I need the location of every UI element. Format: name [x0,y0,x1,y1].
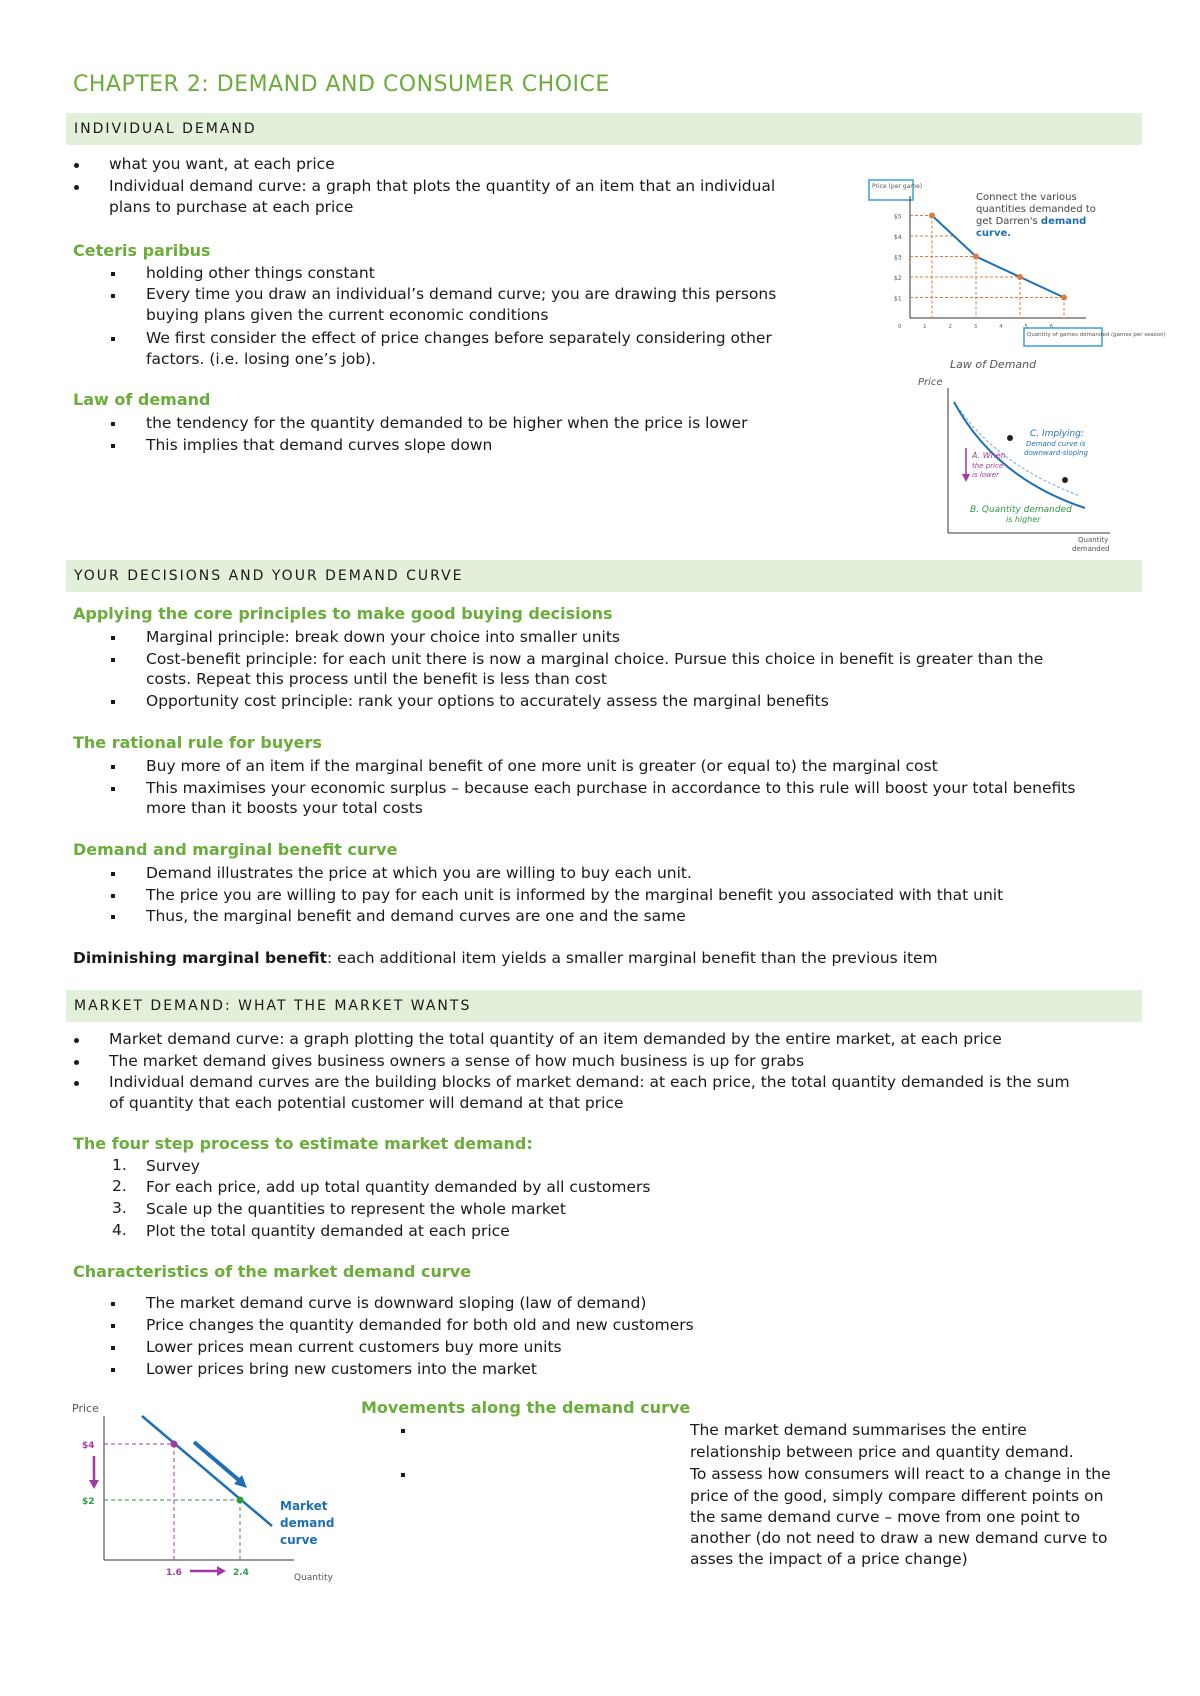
chart-ylabel: Price [918,377,943,388]
list-item-continued: of quantity that each potential customer will demand at that price [109,1094,624,1112]
bullet-square [111,658,115,662]
bullet-dot [74,185,79,190]
step-item: For each price, add up total quantity demanded by all customers [146,1178,651,1196]
tick-label-high-quantity: 2.4 [233,1568,249,1578]
list-item: Lower prices mean current customers buy more units [146,1338,562,1356]
bullet-dot [74,1081,79,1086]
list-item: Individual demand curve: a graph that plots the quantity of an item that an individual [109,177,776,195]
chart-title: Law of Demand [950,358,1037,371]
point-high-price [1007,435,1013,441]
list-item: The market demand summarises the entire [690,1421,1027,1439]
down-arrow-head [962,474,970,482]
tick-label-high-price: $4 [82,1441,95,1451]
annotation-b-sub: is higher [1006,515,1041,524]
list-item-continued: price of the good, simply compare different points on [690,1487,1104,1505]
bullet-square [401,1429,405,1433]
chart-xlabel: Quantity [294,1573,333,1583]
list-item: The market demand curve is downward sloping (law of demand) [146,1294,647,1312]
bullet-square [111,444,115,448]
individual-demand-chart [866,178,1166,358]
list-item: The market demand gives business owners a sense of how much business is up for grabs [109,1052,805,1070]
x-tick-label: 1 [923,324,927,330]
step-item: Plot the total quantity demanded at each price [146,1222,510,1240]
annotation-c: C. Implying: [1030,429,1084,439]
list-item-continued: plans to purchase at each price [109,198,354,216]
tick-label-low-quantity: 1.6 [166,1568,182,1578]
bullet-square [111,1346,115,1350]
list-item-continued: factors. (i.e. losing one’s job). [146,350,377,368]
step-number: 3. [112,1199,127,1217]
demand-point [1017,274,1023,280]
step-number: 4. [112,1221,127,1239]
y-tick-label: $3 [894,254,902,262]
movement-arrow [194,1442,241,1482]
list-item: Thus, the marginal benefit and demand curves are one and the same [146,907,686,925]
annotation-b: B. Quantity demanded [970,505,1072,515]
list-item-continued: costs. Repeat this process until the benefit is less than cost [146,670,607,688]
chart-ylabel: Price (per game) [872,183,923,190]
bullet-square [111,894,115,898]
x-tick-label: 5 [1024,324,1028,330]
market-demand-chart [66,1398,356,1584]
list-item: the tendency for the quantity demanded to be higher when the price is lower [146,414,748,432]
list-item: We first consider the effect of price changes before separately considering other [146,329,772,347]
bullet-square [111,915,115,919]
step-item: Survey [146,1157,200,1175]
page-title: CHAPTER 2: DEMAND AND CONSUMER CHOICE [73,72,610,97]
x-tick-label: 3 [973,324,978,330]
bullet-square [111,636,115,640]
chart-xlabel: Quantity of games demanded (games per season) [1027,332,1166,338]
annotation-a-sub: is lower [972,471,999,479]
bullet-square [111,700,115,704]
law-of-demand-chart [900,358,1120,558]
list-item: Buy more of an item if the marginal benefit of one more unit is greater (or equal to) the marginal cost [146,757,938,775]
bullet-square [111,337,115,341]
chart-note-line: get Darren's demand [976,216,1087,227]
subheading-marginal-benefit: Demand and marginal benefit curve [73,840,398,859]
list-item-continued: the same demand curve – move from one point to [690,1508,1081,1526]
section-heading: YOUR DECISIONS AND YOUR DEMAND CURVE [74,568,464,584]
bullet-square [401,1473,405,1477]
quantity-right-arrow-head [217,1566,226,1576]
subheading-law-of-demand: Law of demand [73,390,211,409]
list-item: Demand illustrates the price at which you are willing to buy each unit. [146,864,692,882]
x-tick-label: 4 [999,324,1003,330]
bullet-square [111,872,115,876]
chart-note-line: quantities demanded to [976,204,1096,215]
annotation-a-sub: the price [972,462,1004,470]
bullet-square [111,765,115,769]
subheading-rational-rule: The rational rule for buyers [73,733,322,752]
list-item: what you want, at each price [109,155,335,173]
subheading-core-principles: Applying the core principles to make good buying decisions [73,604,613,623]
chart-note-line: Connect the various [976,192,1077,203]
list-item: This maximises your economic surplus – because each purchase in accordance to this rule will boost your total benefits [146,779,1076,797]
y-tick-label: $5 [894,213,902,221]
subheading-four-step-process: The four step process to estimate market demand: [73,1134,533,1153]
bullet-dot [74,1038,79,1043]
bullet-square [111,1368,115,1372]
list-item-continued: buying plans given the current economic conditions [146,306,549,324]
annotation-c-sub: downward-sloping [1024,449,1088,457]
section-heading: MARKET DEMAND: WHAT THE MARKET WANTS [74,998,472,1014]
curve-label: curve [280,1533,318,1547]
point-high-price [171,1441,178,1448]
list-item: This implies that demand curves slope down [146,436,493,454]
y-tick-label: $1 [894,295,902,303]
list-item: Individual demand curves are the building blocks of market demand: at each price, the total quantity demanded is the sum [109,1073,1070,1091]
curve-label: Market [280,1499,328,1513]
x-tick-label: 0 [898,324,902,330]
list-item: Price changes the quantity demanded for both old and new customers [146,1316,694,1334]
point-low-price [1062,477,1068,483]
annotation-c-sub: Demand curve is [1026,440,1086,448]
bullet-square [111,294,115,298]
curve-label: demand [280,1516,335,1530]
market-demand-curve [142,1416,272,1526]
list-item-continued: relationship between price and quantity demand. [690,1443,1074,1461]
annotation-a: A. When [972,451,1006,460]
section-band-market-demand [66,990,1142,1022]
list-item: Lower prices bring new customers into the market [146,1360,537,1378]
list-item: holding other things constant [146,264,375,282]
list-item: Every time you draw an individual’s demand curve; you are drawing this persons [146,285,777,303]
x-tick-label: 6 [1049,324,1053,330]
step-number: 2. [112,1177,127,1195]
list-item: Market demand curve: a graph plotting the total quantity of an item demanded by the entire market, at each price [109,1030,1002,1048]
chart-xlabel: Quantity [1078,536,1109,544]
chart-xlabel: demanded [1072,545,1110,553]
list-item-continued: more than it boosts your total costs [146,799,423,817]
definition-diminishing-marginal-benefit: Diminishing marginal benefit: each additional item yields a smaller marginal benefit than the previous item [73,949,938,967]
price-down-arrow-head [89,1480,99,1489]
section-heading: INDIVIDUAL DEMAND [74,121,257,137]
bullet-square [111,422,115,426]
list-item: To assess how consumers will react to a change in the [690,1465,1111,1483]
bullet-square [111,1302,115,1306]
list-item: The price you are willing to pay for each unit is informed by the marginal benefit you associated with that unit [146,886,1004,904]
x-tick-label: 2 [948,324,952,330]
chart-note-line: curve. [976,228,1012,239]
list-item: Cost-benefit principle: for each unit there is now a marginal choice. Pursue this choice in benefit is greater than the [146,650,1044,668]
point-low-price [237,1497,244,1504]
section-band-your-decisions [66,560,1142,592]
step-number: 1. [112,1156,127,1174]
bullet-square [111,787,115,791]
chart-ylabel: Price [72,1402,99,1415]
section-band-individual-demand [66,113,1142,145]
y-tick-label: $4 [894,234,902,241]
list-item: Opportunity cost principle: rank your options to accurately assess the marginal benefits [146,692,829,710]
step-item: Scale up the quantities to represent the whole market [146,1200,566,1218]
demand-point [1061,295,1067,301]
demand-point [973,254,979,260]
list-item: Marginal principle: break down your choice into smaller units [146,628,620,646]
demand-point [929,213,935,219]
subheading-movements: Movements along the demand curve [361,1398,691,1417]
list-item-continued: another (do not need to draw a new demand curve to [690,1529,1108,1547]
bullet-dot [74,163,79,168]
bullet-dot [74,1060,79,1065]
bullet-square [111,272,115,276]
bullet-square [111,1324,115,1328]
subheading-characteristics: Characteristics of the market demand curve [73,1262,472,1281]
tick-label-low-price: $2 [82,1497,95,1507]
y-tick-label: $2 [894,275,902,282]
subheading-ceteris-paribus: Ceteris paribus [73,241,211,260]
list-item-continued: asses the impact of a price change) [690,1550,968,1568]
